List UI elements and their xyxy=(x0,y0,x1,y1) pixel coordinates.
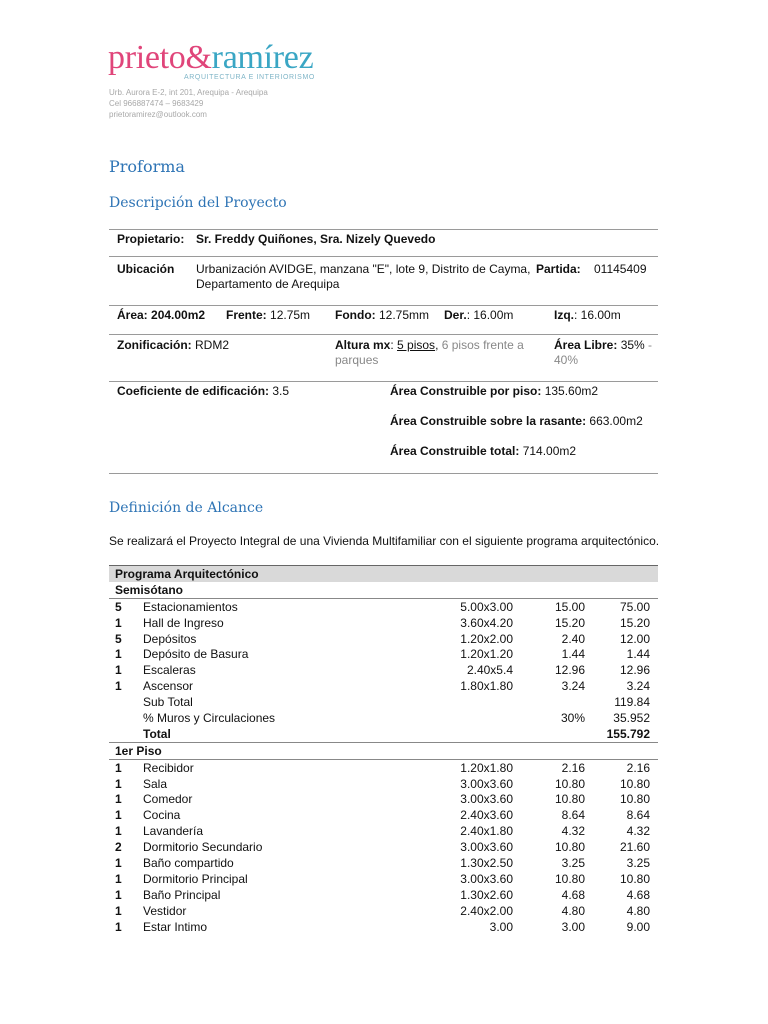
brand-logo xyxy=(108,40,313,76)
table-row xyxy=(109,776,658,792)
row-quantity: 5 xyxy=(115,631,122,646)
row-unit-area xyxy=(513,726,585,742)
row-name: Cocina xyxy=(143,808,181,823)
row-dimensions: 1.20x1.80 xyxy=(460,760,513,775)
row-quantity: 1 xyxy=(115,615,122,630)
row-unit-area: 2.40 xyxy=(561,631,585,646)
row-name: Vestidor xyxy=(143,903,187,918)
row-name: Comedor xyxy=(143,792,193,807)
row-dimensions xyxy=(413,710,513,726)
row-total-area: 10.80 xyxy=(619,776,650,791)
owner-value: Sr. Freddy Quiñones, Sra. Nizely Quevedo xyxy=(196,232,436,246)
row-quantity: 1 xyxy=(115,776,122,791)
row-quantity: 1 xyxy=(115,808,122,823)
table-row xyxy=(109,823,658,839)
row-quantity: 1 xyxy=(115,792,122,807)
row-name: Ascensor xyxy=(143,679,194,694)
row-quantity: 1 xyxy=(115,903,122,918)
section-heading-scope: Definición de Alcance xyxy=(109,500,264,516)
row-name: Baño compartido xyxy=(143,855,234,870)
divider xyxy=(109,381,658,382)
row-unit-area: 8.64 xyxy=(561,808,585,823)
row-total-area: 3.24 xyxy=(626,679,650,694)
row-name: Sub Total xyxy=(143,695,193,710)
row-unit-area: 12.96 xyxy=(554,663,585,678)
section-title-semisotano: Semisótano xyxy=(109,582,658,598)
row-total-area: 12.96 xyxy=(619,663,650,678)
area-libre-field-line2: 40% xyxy=(554,353,579,367)
scope-intro: Se realizará el Proyecto Integral de una Vivienda Multifamiliar con el siguiente programa arquitectónico. xyxy=(109,534,660,548)
divider xyxy=(109,473,658,474)
row-total-area: 4.80 xyxy=(626,903,650,918)
row-dimensions: 1.30x2.50 xyxy=(460,855,513,870)
table-row xyxy=(109,839,658,855)
table-row xyxy=(109,791,658,807)
brand-subtitle: ARQUITECTURA E INTERIORISMO xyxy=(184,74,315,81)
row-unit-area: 2.16 xyxy=(561,760,585,775)
row-quantity: 1 xyxy=(115,887,122,902)
row-quantity: 1 xyxy=(115,871,122,886)
table-row xyxy=(109,919,658,935)
row-dimensions: 3.00x3.60 xyxy=(460,776,513,791)
row-total-area: 12.00 xyxy=(619,631,650,646)
row-unit-area: 4.68 xyxy=(561,887,585,902)
row-total-area: 1.44 xyxy=(626,647,650,662)
row-total-area: 4.68 xyxy=(626,887,650,902)
der-field: Der.: 16.00m xyxy=(444,308,514,322)
row-name: Total xyxy=(143,726,413,742)
brand-name-part1: prieto xyxy=(108,39,186,76)
row-total-area: 15.20 xyxy=(619,615,650,630)
table-row xyxy=(109,887,658,903)
area-field: Área: 204.00m2 xyxy=(117,308,206,322)
area-piso-field: Área Construible por piso: 135.60m2 xyxy=(390,384,599,398)
table-row xyxy=(109,694,658,710)
row-dimensions: 5.00x3.00 xyxy=(460,599,513,614)
row-total-area: 3.25 xyxy=(626,855,650,870)
table-row xyxy=(109,726,658,742)
row-unit-area: 3.25 xyxy=(561,855,585,870)
row-dimensions: 1.20x2.00 xyxy=(460,631,513,646)
row-total-area: 4.32 xyxy=(626,824,650,839)
table-row xyxy=(109,807,658,823)
program-table xyxy=(109,565,658,934)
section-title-piso1: 1er Piso xyxy=(109,742,658,759)
table-row xyxy=(109,710,658,726)
row-quantity: 1 xyxy=(115,824,122,839)
row-total-area: 10.80 xyxy=(619,871,650,886)
partida-value: 01145409 xyxy=(594,262,647,276)
row-name: Dormitorio Secundario xyxy=(143,840,263,855)
row-name: Baño Principal xyxy=(143,887,221,902)
row-total-area: 9.00 xyxy=(626,919,650,934)
row-name: Lavandería xyxy=(143,824,204,839)
table-row xyxy=(109,631,658,647)
row-unit-area: 10.80 xyxy=(554,792,585,807)
row-quantity xyxy=(109,694,143,710)
row-name: Dormitorio Principal xyxy=(143,871,248,886)
divider xyxy=(109,334,658,335)
area-total-field: Área Construible total: 714.00m2 xyxy=(390,444,577,458)
brand-address: Urb. Aurora E-2, int 201, Arequipa - Arequipa xyxy=(109,88,268,97)
table-row xyxy=(109,759,658,775)
izq-field: Izq.: 16.00m xyxy=(554,308,621,322)
row-unit-area: 3.00 xyxy=(561,919,585,934)
row-total-area: 10.80 xyxy=(619,792,650,807)
row-dimensions: 3.00x3.60 xyxy=(460,840,513,855)
owner-label: Propietario: xyxy=(117,232,185,246)
altura-field-line2: parques xyxy=(335,353,379,367)
row-total-area: 119.84 xyxy=(614,695,650,710)
row-dimensions: 3.60x4.20 xyxy=(460,615,513,630)
location-line1: Urbanización AVIDGE, manzana "E", lote 9, Distrito de Cayma, xyxy=(196,262,531,276)
table-row xyxy=(109,871,658,887)
row-quantity: 1 xyxy=(115,647,122,662)
row-quantity xyxy=(109,726,143,742)
row-quantity: 1 xyxy=(115,919,122,934)
table-row xyxy=(109,662,658,678)
row-name: % Muros y Circulaciones xyxy=(143,710,276,725)
zoning-field: Zonificación: RDM2 xyxy=(117,338,230,352)
row-name: Recibidor xyxy=(143,760,194,775)
row-dimensions: 1.30x2.60 xyxy=(460,887,513,902)
row-total-area: 21.60 xyxy=(619,840,650,855)
area-libre-field: Área Libre: 35% - xyxy=(554,338,653,352)
row-quantity: 1 xyxy=(115,663,122,678)
row-name: Hall de Ingreso xyxy=(143,615,224,630)
row-unit-area: 10.80 xyxy=(554,871,585,886)
altura-field: Altura mx: 5 pisos, 6 pisos frente a xyxy=(335,338,524,352)
row-unit-area: 15.20 xyxy=(554,615,585,630)
program-header-row xyxy=(109,566,658,582)
brand-phone: Cel 966887474 – 9683429 xyxy=(109,99,204,108)
row-dimensions xyxy=(413,694,513,710)
table-row xyxy=(109,598,658,614)
program-header: Programa Arquitectónico xyxy=(109,566,658,582)
row-dimensions: 1.80x1.80 xyxy=(460,679,513,694)
row-total-area: 8.64 xyxy=(626,808,650,823)
row-name: Sala xyxy=(143,776,168,791)
location-line2: Departamento de Arequipa xyxy=(196,277,340,291)
section-row xyxy=(109,582,658,598)
row-dimensions: 2.40x1.80 xyxy=(460,824,513,839)
table-row xyxy=(109,646,658,662)
row-total-area: 75.00 xyxy=(619,599,650,614)
brand-ampersand: & xyxy=(185,39,212,76)
row-unit-area: 15.00 xyxy=(554,599,585,614)
row-dimensions xyxy=(413,726,513,742)
row-unit-area: 10.80 xyxy=(554,776,585,791)
partida-label: Partida: xyxy=(536,262,581,276)
table-row xyxy=(109,678,658,694)
row-dimensions: 2.40x5.4 xyxy=(466,663,513,678)
row-unit-area: 3.24 xyxy=(561,679,585,694)
row-quantity: 1 xyxy=(115,760,122,775)
row-dimensions: 2.40x3.60 xyxy=(460,808,513,823)
fondo-field: Fondo: 12.75mm xyxy=(335,308,430,322)
row-quantity: 5 xyxy=(115,599,122,614)
row-quantity xyxy=(109,710,143,726)
table-row xyxy=(109,615,658,631)
section-heading-description: Descripción del Proyecto xyxy=(109,195,287,211)
row-unit-area: 4.32 xyxy=(561,824,585,839)
section-row xyxy=(109,742,658,759)
row-total-area: 35.952 xyxy=(613,710,650,725)
row-dimensions: 3.00x3.60 xyxy=(460,792,513,807)
frente-field: Frente: 12.75m xyxy=(226,308,311,322)
row-total-area: 155.792 xyxy=(585,726,658,742)
row-dimensions: 3.00 xyxy=(489,919,513,934)
brand-name-part2: ramírez xyxy=(211,39,314,76)
brand-email[interactable]: prietoramirez@outlook.com xyxy=(109,110,207,119)
row-quantity: 1 xyxy=(115,855,122,870)
table-row xyxy=(109,855,658,871)
table-row xyxy=(109,903,658,919)
divider xyxy=(109,229,658,230)
row-unit-area: 1.44 xyxy=(561,647,585,662)
divider xyxy=(109,256,658,257)
row-quantity: 1 xyxy=(115,679,122,694)
coef-field: Coeficiente de edificación: 3.5 xyxy=(117,384,290,398)
row-name: Depósitos xyxy=(143,631,197,646)
area-rasante-field: Área Construible sobre la rasante: 663.00m2 xyxy=(390,414,643,428)
row-dimensions: 3.00x3.60 xyxy=(460,871,513,886)
row-unit-area: 30% xyxy=(560,710,585,725)
divider xyxy=(109,305,658,306)
row-name: Depósito de Basura xyxy=(143,647,249,662)
row-unit-area xyxy=(513,694,585,710)
row-unit-area: 4.80 xyxy=(561,903,585,918)
row-name: Estacionamientos xyxy=(143,599,238,614)
row-quantity: 2 xyxy=(115,840,122,855)
row-dimensions: 2.40x2.00 xyxy=(460,903,513,918)
location-label: Ubicación xyxy=(117,262,175,276)
row-name: Escaleras xyxy=(143,663,196,678)
page-title: Proforma xyxy=(109,157,185,176)
row-name: Estar Intimo xyxy=(143,919,208,934)
row-dimensions: 1.20x1.20 xyxy=(460,647,513,662)
row-total-area: 2.16 xyxy=(626,760,650,775)
row-unit-area: 10.80 xyxy=(554,840,585,855)
